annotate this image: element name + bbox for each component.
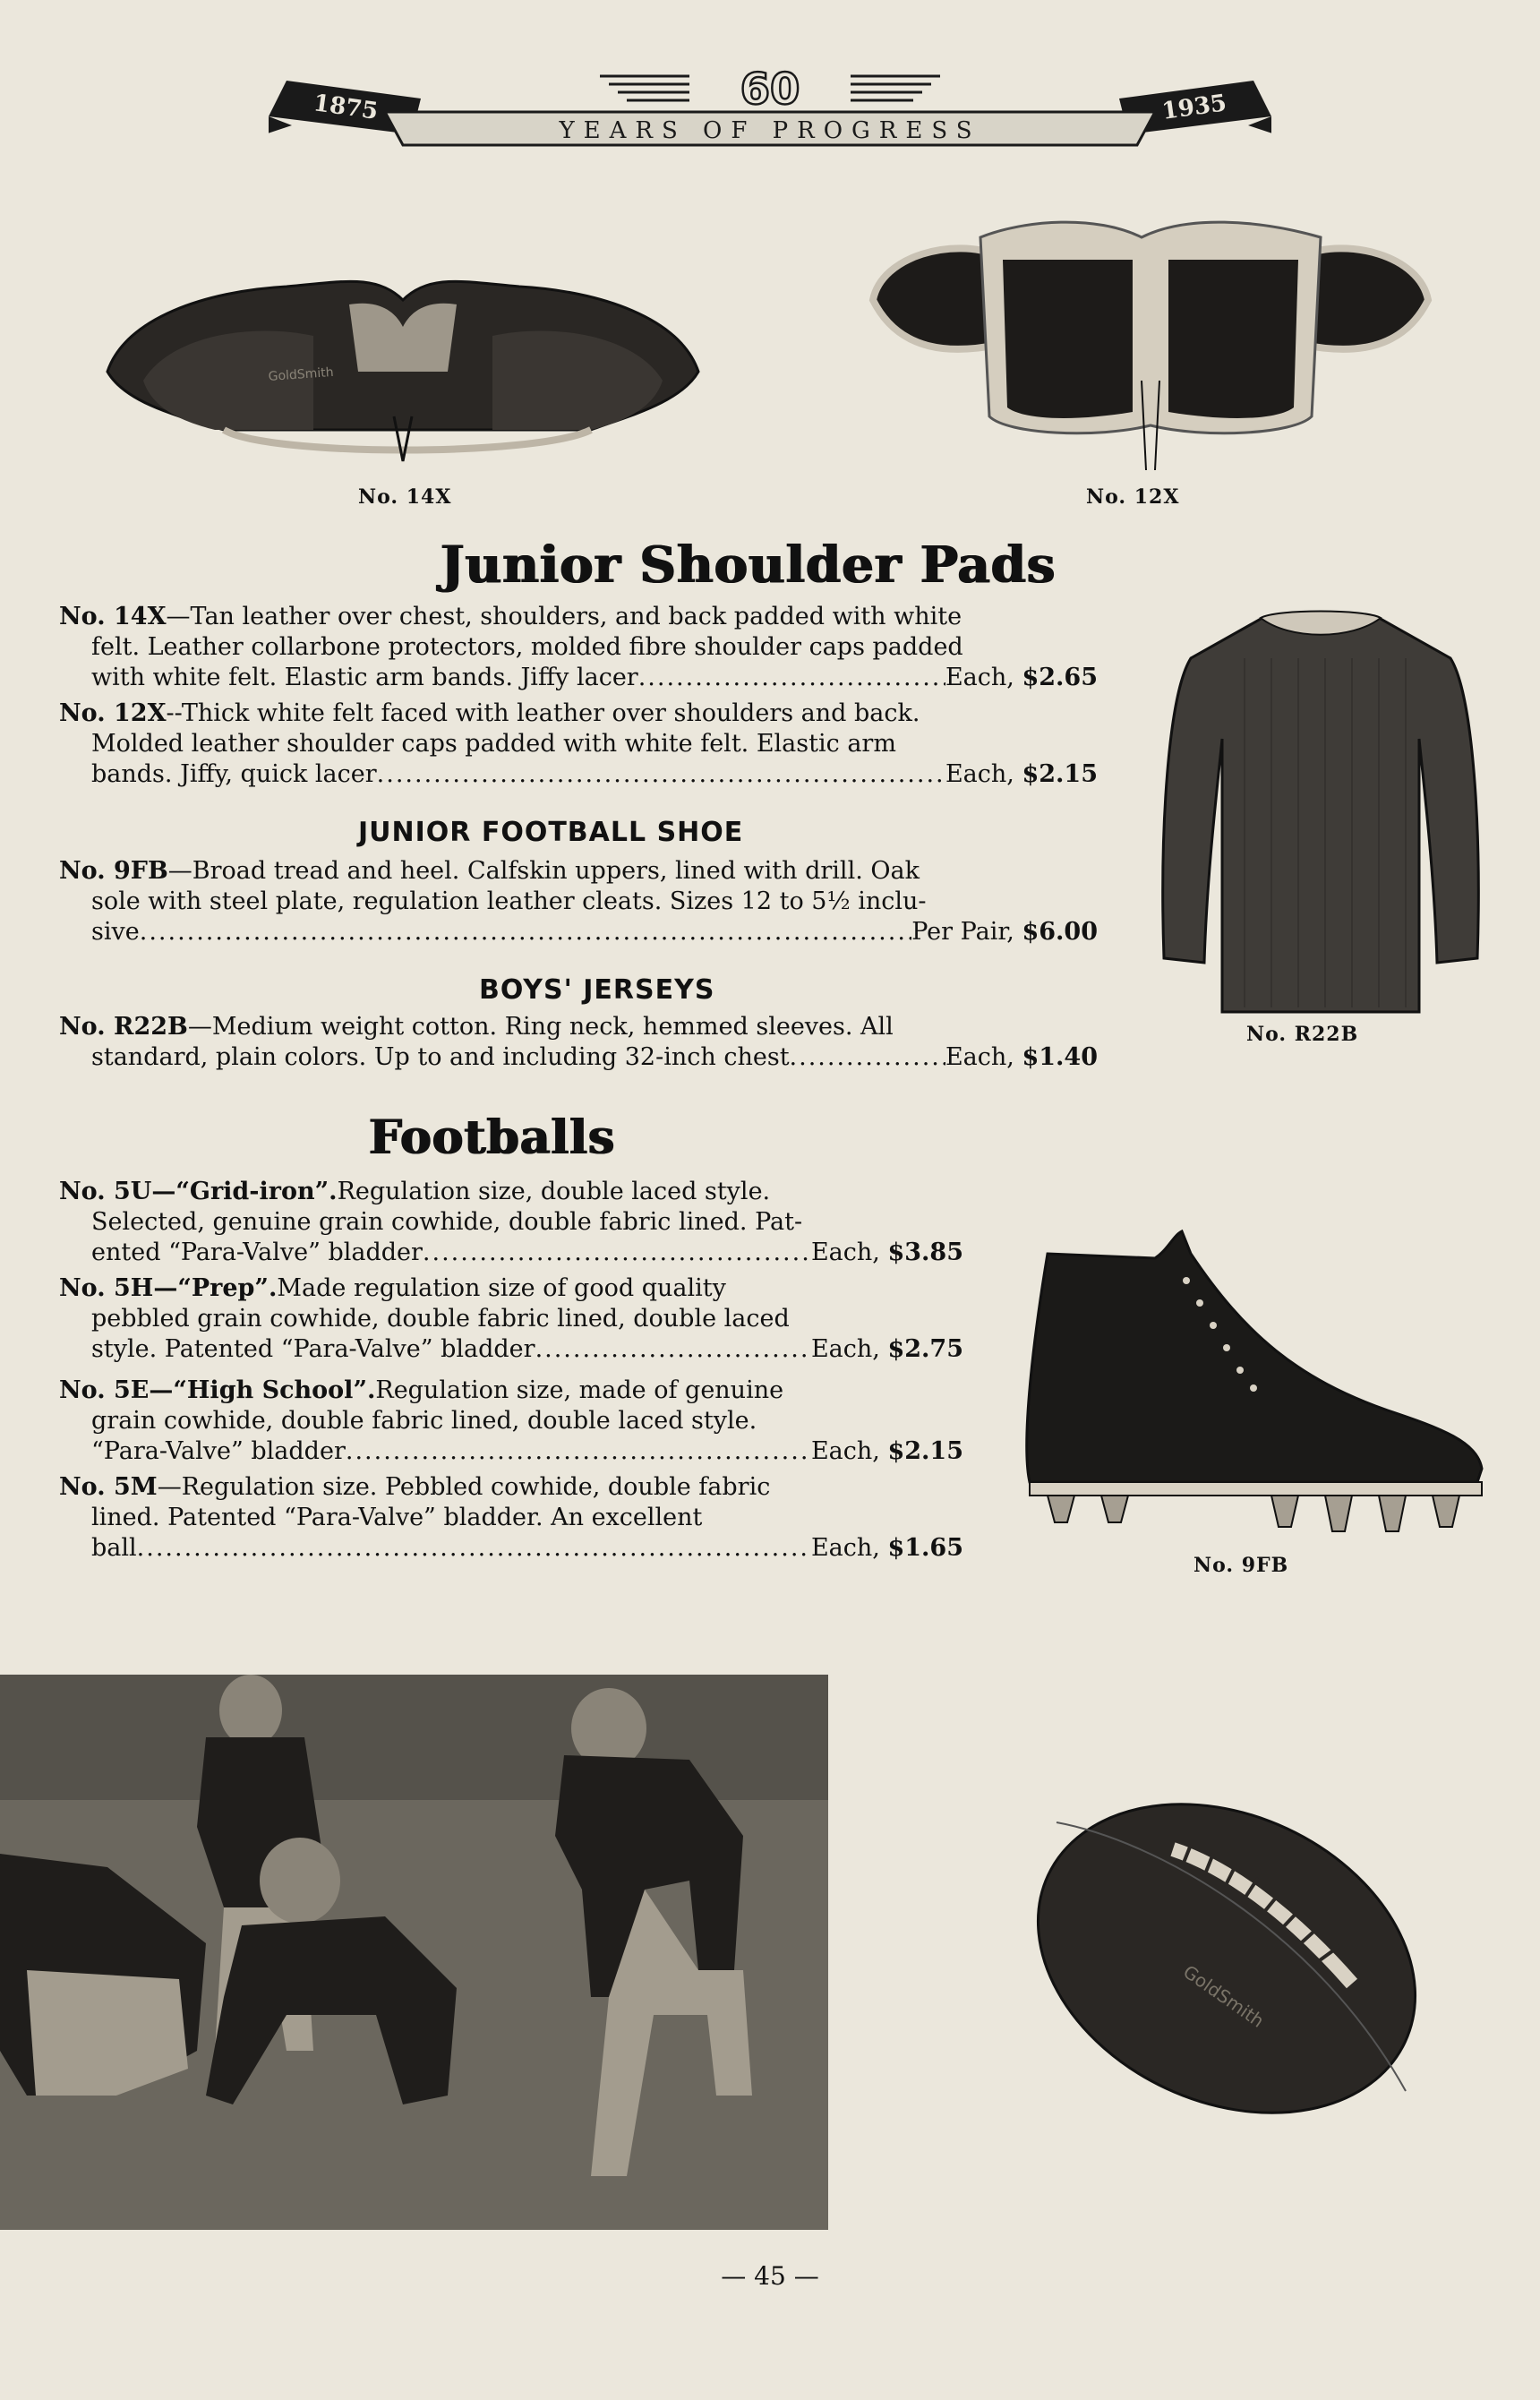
price-unit: Each, [945,1043,1014,1071]
banner-year-left: 1875 [312,90,381,125]
price: $2.15 [887,1437,963,1465]
price: $2.15 [1022,760,1098,788]
price: $6.00 [1022,918,1098,946]
item-number: No. 5E [59,1376,150,1404]
item-5e [59,1376,963,1467]
leader-dots [346,1436,811,1467]
item-desc-line: Made regulation size of good quality [277,1274,726,1302]
shoulder-pads-title: Junior Shoulder Pads [441,536,1057,595]
item-desc-line: bands. Jiffy, quick lacer [91,760,377,788]
item-name: —“Grid-iron”. [151,1178,338,1205]
item-number: No. R22B [59,1013,188,1041]
shoulder-pad-list [59,602,1098,790]
football-shoe-image [1012,1227,1486,1549]
svg-text:GoldSmith: GoldSmith [268,364,335,384]
price-unit: Each, [810,1437,880,1465]
price-unit: Each, [810,1534,880,1562]
jersey-image [1155,604,1486,1016]
caption-9fb: No. 9FB [1194,1554,1289,1577]
players-photo [0,1675,828,2230]
price: $1.40 [1022,1043,1098,1071]
price: $2.75 [887,1335,963,1363]
item-number: No. 5U [59,1178,152,1205]
leader-dots [140,917,911,947]
item-number: No. 14X [59,603,167,630]
football-list [59,1177,963,1564]
price-unit: Each, [945,664,1014,691]
leader-dots [377,759,945,790]
item-desc-line: style. Patented “Para-Valve” bladder [91,1335,535,1363]
banner-tagline: YEARS OF PROGRESS [559,117,981,144]
svg-text:GoldSmith: GoldSmith [1179,1960,1269,2032]
item-desc-line: grain cowhide, double fabric lined, double laced style. [91,1407,757,1435]
shoulder-pad-12x-image [846,201,1455,479]
price: $2.65 [1022,664,1098,691]
item-number: No. 12X [59,699,167,727]
item-desc-line: ball [91,1534,137,1562]
leader-dots [638,663,945,693]
item-desc-line: ented “Para-Valve” bladder [91,1239,423,1266]
item-5m [59,1472,963,1564]
item-desc-line: —Broad tread and heel. Calfskin uppers, lined with drill. Oak [167,857,920,885]
item-desc-line: Molded leather shoulder caps padded with white felt. Elastic arm [91,730,896,758]
item-desc-line: “Para-Valve” bladder [91,1437,346,1465]
caption-14x: No. 14X [358,485,452,509]
item-number: No. 5M [59,1473,158,1501]
leader-dots [790,1042,945,1073]
leader-dots [137,1533,811,1564]
leader-dots [535,1334,811,1365]
jersey-entry [59,1012,1098,1073]
item-name: —“High School”. [149,1376,376,1404]
price-unit: Per Pair, [911,918,1014,946]
item-desc-line: with white felt. Elastic arm bands. Jiffy lacer [91,664,638,691]
item-desc-line: standard, plain colors. Up to and including 32-inch chest [91,1043,790,1071]
banner-60-years-of-progress [269,63,1271,152]
caption-12x: No. 12X [1086,485,1180,509]
item-number: No. 5H [59,1274,154,1302]
footballs-title: Footballs [369,1110,616,1165]
price-unit: Each, [810,1239,880,1266]
item-desc-line: lined. Patented “Para-Valve” bladder. An excellent [91,1504,703,1531]
price-unit: Each, [810,1335,880,1363]
item-desc-line: felt. Leather collarbone protectors, molded fibre shoulder caps padded [91,633,963,661]
price: $3.85 [887,1239,963,1266]
price: $1.65 [887,1534,963,1562]
price-unit: Each, [945,760,1014,788]
item-desc-line: —Medium weight cotton. Ring neck, hemmed sleeves. All [187,1013,894,1041]
item-desc-line: Regulation size, made of genuine [375,1376,784,1404]
item-desc-line: sole with steel plate, regulation leather cleats. Sizes 12 to 5½ inclu- [91,887,927,915]
leader-dots [423,1238,811,1268]
item-5h [59,1273,963,1365]
item-desc-line: sive [91,918,140,946]
page-number: — 45 — [721,2261,819,2291]
caption-r22b: No. R22B [1246,1023,1359,1046]
item-number: No. 9FB [59,857,168,885]
item-desc-line: —Regulation size. Pebbled cowhide, double fabric [157,1473,771,1501]
item-desc-line: —Tan leather over chest, shoulders, and back padded with white [166,603,962,630]
item-14x [59,602,1098,693]
football-image [1021,1796,1433,2122]
banner-center: 60 [740,64,800,115]
shoe-title: JUNIOR FOOTBALL SHOE [358,817,744,848]
item-desc-line: --Thick white felt faced with leather over shoulders and back. [166,699,920,727]
item-desc-line: Selected, genuine grain cowhide, double fabric lined. Pat- [91,1208,803,1236]
item-name: —“Prep”. [153,1274,278,1302]
shoe-entry [59,856,1098,947]
item-desc-line: Regulation size, double laced style. [337,1178,771,1205]
jerseys-title: BOYS' JERSEYS [479,974,715,1006]
shoulder-pad-14x-image [90,237,716,470]
item-desc-line: pebbled grain cowhide, double fabric lined, double laced [91,1305,790,1333]
item-5u [59,1177,963,1268]
banner-year-right: 1935 [1159,90,1228,125]
item-12x [59,699,1098,790]
